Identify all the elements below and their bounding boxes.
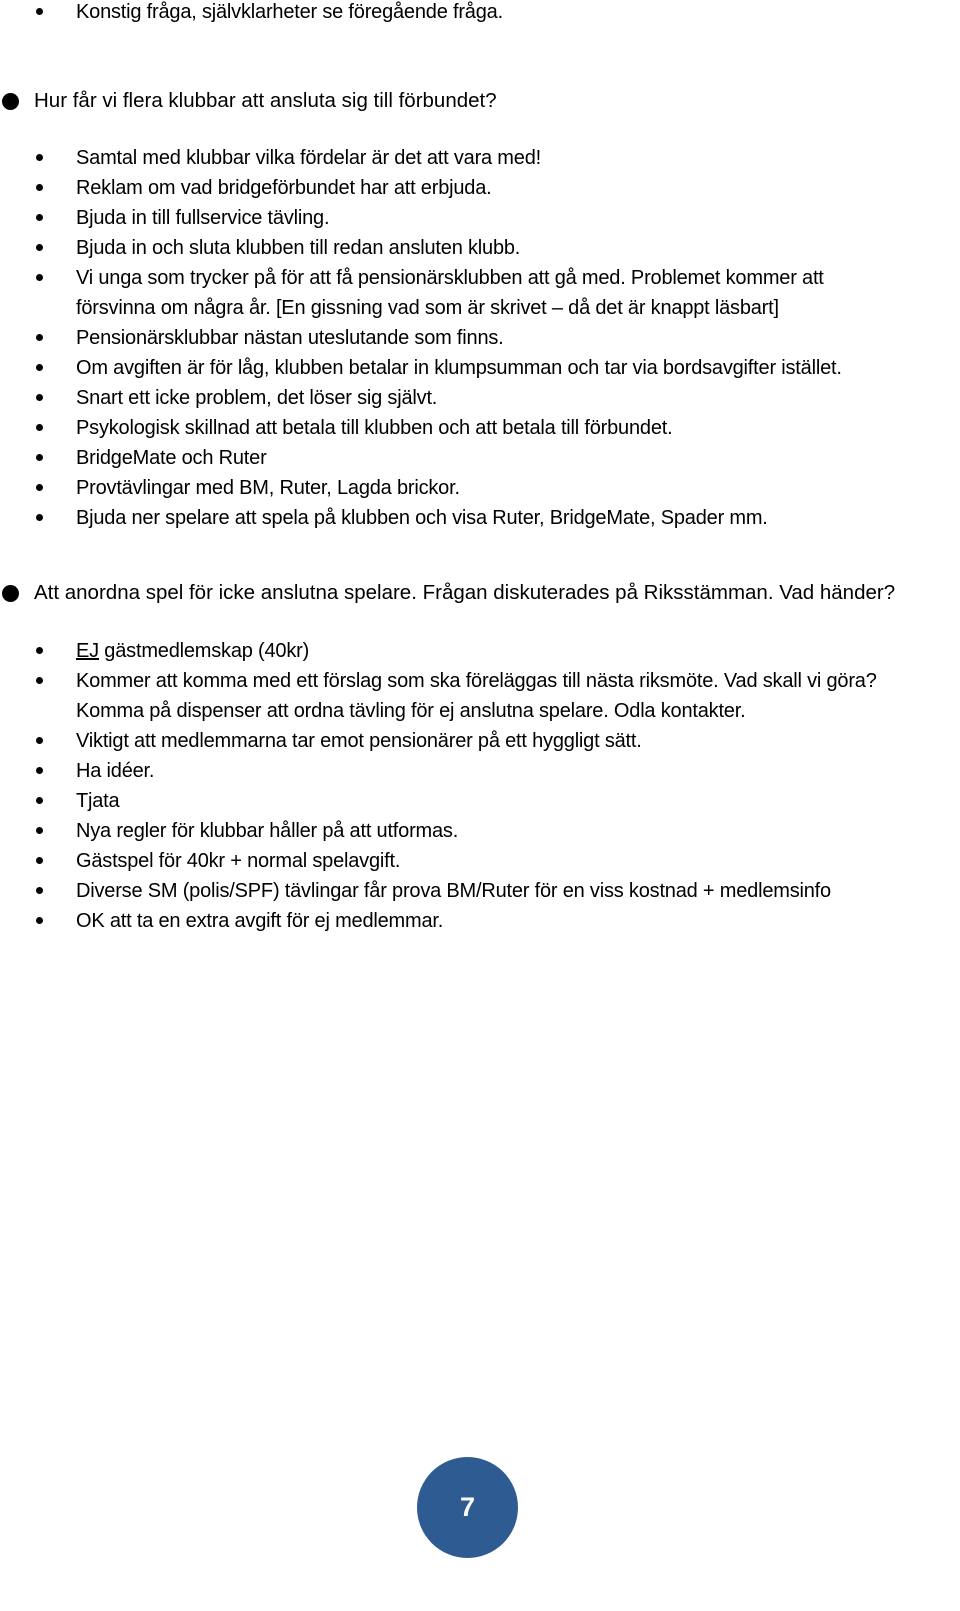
page-number-badge: [417, 1457, 518, 1558]
bullet-list-clubs: [0, 143, 960, 533]
list-item-text: Nya regler för klubbar håller på att utformas.: [76, 820, 459, 842]
list-item-text: OK att ta en extra avgift för ej medlemmar.: [76, 910, 444, 932]
bullet-icon: [36, 424, 43, 431]
list-item: [0, 666, 960, 696]
list-item: [0, 173, 960, 203]
list-item: [0, 323, 960, 353]
list-item-text: Tjata: [76, 790, 120, 812]
list-item-text: Bjuda in och sluta klubben till redan ansluten klubb.: [76, 237, 521, 259]
bullet-icon: [36, 394, 43, 401]
bullet-icon: [36, 797, 43, 804]
list-item: [0, 233, 960, 263]
list-item: [0, 786, 960, 816]
heading-text: Att anordna spel för icke anslutna spelare. Frågan diskuterades på Riksstämman. Vad händer?: [34, 581, 896, 604]
list-item: [0, 906, 960, 936]
list-item-text: Reklam om vad bridgeförbundet har att erbjuda.: [76, 177, 492, 199]
list-item-text: Snart ett icke problem, det löser sig självt.: [76, 387, 438, 409]
list-item: [0, 413, 960, 443]
bullet-icon: [36, 484, 43, 491]
bullet-icon: [36, 677, 43, 684]
list-item: [0, 846, 960, 876]
bullet-icon: [36, 364, 43, 371]
list-item-continuation: [0, 696, 960, 726]
list-item: [0, 443, 960, 473]
list-item-text: Provtävlingar med BM, Ruter, Lagda brickor.: [76, 477, 460, 499]
list-item: [0, 0, 960, 27]
bullet-icon: [36, 827, 43, 834]
bullet-icon: [36, 887, 43, 894]
bullet-icon: [36, 857, 43, 864]
bullet-icon: [36, 454, 43, 461]
list-item: [0, 353, 960, 383]
list-item-text: Psykologisk skillnad att betala till klubben och att betala till förbundet.: [76, 417, 673, 439]
list-item-text: Diverse SM (polis/SPF) tävlingar får prova BM/Ruter för en viss kostnad + medlemsinfo: [76, 880, 831, 902]
heading-bullet-icon: [2, 93, 19, 110]
bullet-icon: [36, 737, 43, 744]
page-number: 7: [459, 1492, 476, 1522]
list-item: [0, 473, 960, 503]
bullet-icon: [36, 154, 43, 161]
list-item-text: Samtal med klubbar vilka fördelar är det att vara med!: [76, 147, 541, 169]
list-item-text: Ha idéer.: [76, 760, 155, 782]
bullet-icon: [36, 8, 43, 15]
list-item: [0, 143, 960, 173]
list-item: [0, 816, 960, 846]
bullet-icon: [36, 514, 43, 521]
list-item-text: Konstig fråga, självklarheter se föregående fråga.: [76, 1, 503, 23]
bullet-icon: [36, 244, 43, 251]
list-item: [0, 636, 960, 666]
list-item-text: Gästspel för 40kr + normal spelavgift.: [76, 850, 401, 872]
list-item-continuation: [0, 293, 960, 323]
bullet-icon: [36, 767, 43, 774]
list-item: [0, 263, 960, 293]
bullet-icon: [36, 214, 43, 221]
bullet-list-previous: [0, 0, 960, 27]
list-item-text: Vi unga som trycker på för att få pensionärsklubben att gå med. Problemet kommer att: [76, 267, 824, 289]
list-item-text: Kommer att komma med ett förslag som ska föreläggas till nästa riksmöte. Vad skall vi göra?: [76, 670, 877, 692]
list-item: [0, 756, 960, 786]
list-item-text: Komma på dispenser att ordna tävling för ej anslutna spelare. Odla kontakter.: [76, 700, 746, 722]
bullet-icon: [36, 184, 43, 191]
bullet-list-non-members: [0, 636, 960, 936]
list-item-text: Bjuda in till fullservice tävling.: [76, 207, 330, 229]
list-item-text: BridgeMate och Ruter: [76, 447, 267, 469]
list-item: [0, 383, 960, 413]
list-item: [0, 503, 960, 533]
list-item-text: försvinna om några år. [En gissning vad som är skrivet – då det är knappt läsbart]: [76, 297, 779, 319]
list-item-text: Viktigt att medlemmarna tar emot pensionärer på ett hyggligt sätt.: [76, 730, 642, 752]
list-item: [0, 203, 960, 233]
list-item-text: Pensionärsklubbar nästan uteslutande som finns.: [76, 327, 504, 349]
list-item-text: Bjuda ner spelare att spela på klubben och visa Ruter, BridgeMate, Spader mm.: [76, 507, 768, 529]
bullet-icon: [36, 917, 43, 924]
underlined-text: EJ: [76, 640, 99, 662]
bullet-icon: [36, 274, 43, 281]
bullet-icon: [36, 647, 43, 654]
list-item: [0, 876, 960, 906]
heading-bullet-icon: [2, 585, 19, 602]
list-item: [0, 726, 960, 756]
list-item-text: gästmedlemskap (40kr): [98, 640, 310, 662]
heading-text: Hur får vi flera klubbar att ansluta sig till förbundet?: [34, 89, 497, 112]
bullet-icon: [36, 334, 43, 341]
list-item-text: Om avgiften är för låg, klubben betalar in klumpsumman och tar via bordsavgifter istället.: [76, 357, 842, 379]
